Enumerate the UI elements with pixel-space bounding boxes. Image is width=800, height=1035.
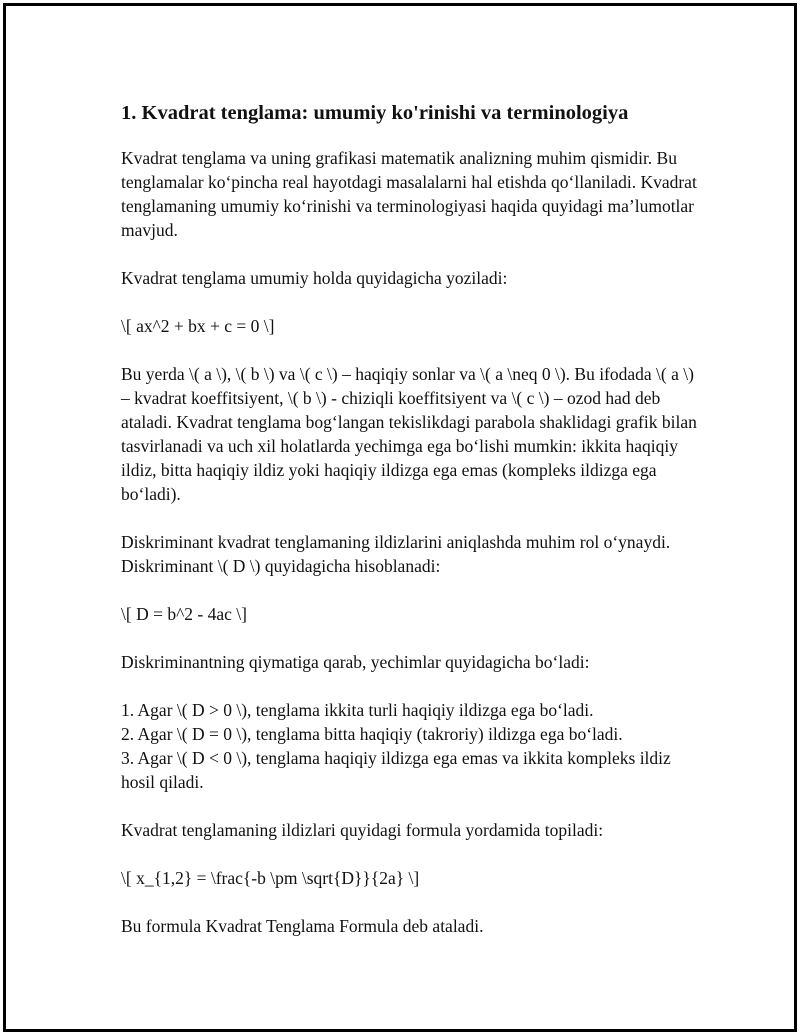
list-item: 1. Agar \( D > 0 \), tenglama ikkita turli haqiqiy ildizga ega bo‘ladi.	[121, 700, 594, 720]
coefficients-paragraph: Bu yerda \( a \), \( b \) va \( c \) – haqiqiy sonlar va \( a \neq 0 \). Bu ifodada \( a \) – kvadrat koeffitsiyent, \( b \) - chiziqli koeffitsiyent va \( c \) – ozod had deb ataladi. Kvadrat tenglama bog‘langan tekislikdagi parabola shaklidagi grafik bilan tasvirlanadi va uch xil holatlarda yechimga ega bo‘lishi mumkin: ikkita haqiqiy ildiz, bitta haqiqiy ildiz yoki haqiqiy ildizga ega emas (kompleks ildizga ega bo‘ladi).	[121, 364, 697, 504]
discriminant-intro: Diskriminant kvadrat tenglamaning ildizlarini aniqlashda muhim rol o‘ynaydi. Diskriminant \( D \) quyidagicha hisoblanadi:	[121, 532, 671, 576]
roots-intro: Kvadrat tenglamaning ildizlari quyidagi formula yordamida topiladi:	[121, 820, 604, 840]
roots-formula: \[ x_{1,2} = \frac{-b \pm \sqrt{D}}{2a} \]	[121, 868, 420, 888]
general-form-intro: Kvadrat tenglama umumiy holda quyidagicha yoziladi:	[121, 268, 508, 288]
document-title: 1. Kvadrat tenglama: umumiy ko'rinishi va terminologiya	[121, 102, 629, 124]
page-frame	[3, 3, 797, 1032]
discriminant-formula: \[ D = b^2 - 4ac \]	[121, 604, 247, 624]
general-form-formula: \[ ax^2 + bx + c = 0 \]	[121, 316, 275, 336]
intro-paragraph: Kvadrat tenglama va uning grafikasi matematik analizning muhim qismidir. Bu tenglamalar ko‘pincha real hayotdagi masalalarni hal etishda qo‘llaniladi. Kvadrat tenglamaning umumiy ko‘rinishi va terminologiyasi haqida quyidagi ma’lumotlar mavjud.	[121, 148, 697, 240]
list-item: 2. Agar \( D = 0 \), tenglama bitta haqiqiy (takroriy) ildizga ega bo‘ladi.	[121, 724, 623, 744]
cases-intro: Diskriminantning qiymatiga qarab, yechimlar quyidagicha bo‘ladi:	[121, 652, 590, 672]
cases-list	[121, 698, 701, 794]
list-item: 3. Agar \( D < 0 \), tenglama haqiqiy ildizga ega emas va ikkita kompleks ildiz hosil qiladi.	[121, 748, 671, 792]
document-body	[121, 100, 701, 962]
closing-paragraph: Bu formula Kvadrat Tenglama Formula deb ataladi.	[121, 916, 484, 936]
